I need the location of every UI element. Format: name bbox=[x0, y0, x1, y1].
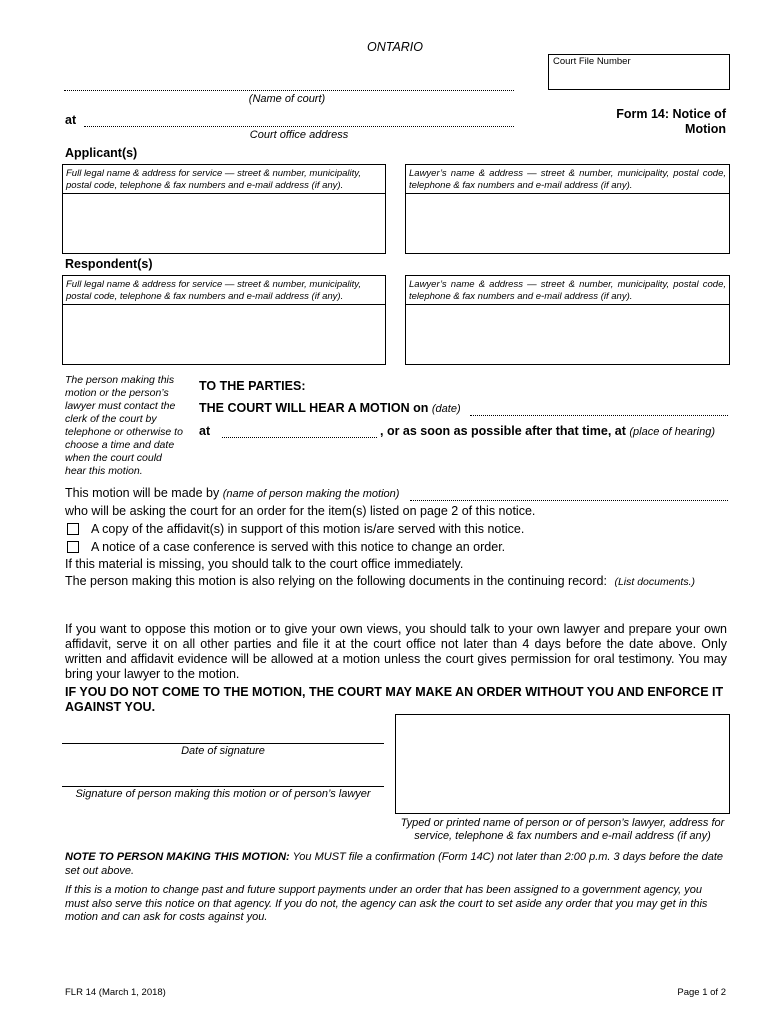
relying-text: The person making this motion is also relying on the following documents in the continuing record: bbox=[65, 574, 607, 588]
form-title-line1: Form 14: Notice of bbox=[616, 107, 726, 121]
form-title bbox=[560, 107, 726, 137]
at-label: at bbox=[65, 113, 77, 127]
applicant-lawyer-label: Lawyer’s name & address — street & number, municipality, postal code, telephone & fax numbers and e-mail address (if any). bbox=[406, 165, 729, 194]
case-conference-checkbox[interactable] bbox=[67, 541, 79, 553]
warning-text: IF YOU DO NOT COME TO THE MOTION, THE COURT MAY MAKE AN ORDER WITHOUT YOU AND ENFORCE IT AGAINST YOU. bbox=[65, 685, 724, 714]
date-of-signature-label: Date of signature bbox=[181, 745, 265, 757]
signature-line[interactable] bbox=[62, 786, 384, 787]
applicant-lawyer-box[interactable] bbox=[405, 164, 730, 254]
name-of-court-line[interactable] bbox=[64, 84, 514, 91]
court-will-hear-text: THE COURT WILL HEAR A MOTION on bbox=[199, 401, 429, 415]
place-hint: (place of hearing) bbox=[629, 426, 715, 438]
court-office-address-label: Court office address bbox=[249, 129, 349, 141]
respondent-party-box[interactable] bbox=[62, 275, 386, 365]
court-file-number-label: Court File Number bbox=[553, 56, 631, 67]
note-paragraph bbox=[65, 851, 727, 878]
date-of-signature-line[interactable] bbox=[62, 743, 384, 744]
page-number: Page 1 of 2 bbox=[677, 987, 726, 998]
checkbox2-label: A notice of a case conference is served with this notice to change an order. bbox=[91, 540, 506, 554]
relying-row bbox=[65, 574, 695, 590]
form-id: FLR 14 (March 1, 2018) bbox=[65, 987, 166, 998]
hearing-date-field[interactable] bbox=[470, 408, 728, 416]
applicant-party-box[interactable] bbox=[62, 164, 386, 254]
signature-label: Signature of person making this motion or of person’s lawyer bbox=[75, 788, 371, 800]
made-by-hint: (name of person making the motion) bbox=[222, 488, 400, 500]
checkbox1-label: A copy of the affidavit(s) in support of this motion is/are served with this notice. bbox=[91, 522, 525, 536]
affidavit-checkbox[interactable] bbox=[67, 523, 79, 535]
made-by-text: This motion will be made by bbox=[65, 486, 220, 500]
applicants-heading: Applicant(s) bbox=[65, 146, 138, 160]
hearing-place-row bbox=[380, 424, 715, 440]
court-office-address-line[interactable] bbox=[84, 120, 514, 127]
typed-name-box[interactable] bbox=[395, 714, 730, 814]
to-parties-heading: TO THE PARTIES: bbox=[199, 379, 306, 393]
asking-text: who will be asking the court for an order for the item(s) listed on page 2 of this notice. bbox=[65, 504, 536, 518]
made-by-row bbox=[65, 486, 399, 502]
respondent-lawyer-label: Lawyer’s name & address — street & number, municipality, postal code, telephone & fax numbers and e-mail address (if any). bbox=[406, 276, 729, 305]
hearing-time-field[interactable] bbox=[222, 430, 377, 438]
list-docs-hint: (List documents.) bbox=[614, 576, 695, 588]
form-title-line2: Motion bbox=[685, 122, 726, 136]
typed-name-label: Typed or printed name of person or of person’s lawyer, address for service, telephone & fax numbers and e-mail address (if any) bbox=[400, 817, 725, 842]
name-of-court-label: (Name of court) bbox=[248, 93, 326, 105]
support-paragraph: If this is a motion to change past and future support payments under an order that has been assigned to a government agency, you must also serve this notice on that agency. If you do not, the agency can ask the court to set aside any order that you may get in this motion and can ask for costs against you. bbox=[65, 884, 708, 923]
missing-text: If this material is missing, you should talk to the court office immediately. bbox=[65, 557, 464, 571]
asap-text: , or as soon as possible after that time, at bbox=[380, 424, 626, 438]
date-hint: (date) bbox=[431, 403, 461, 415]
made-by-field[interactable] bbox=[410, 494, 728, 501]
hearing-date-row bbox=[199, 401, 461, 417]
respondent-party-label: Full legal name & address for service — street & number, municipality, postal code, telephone & fax numbers and e-mail address (if any). bbox=[63, 276, 385, 305]
respondents-heading: Respondent(s) bbox=[65, 257, 153, 271]
note-text: You MUST file a confirmation (Form 14C) not later than 2:00 p.m. 3 days before the date set out above. bbox=[65, 851, 723, 877]
side-note: The person making this motion or the person’s lawyer must contact the clerk of the court by telephone or otherwise to choose a time and date when the court could hear this motion. bbox=[65, 374, 183, 477]
province-title: ONTARIO bbox=[366, 40, 424, 54]
respondent-lawyer-box[interactable] bbox=[405, 275, 730, 365]
hearing-at-label: at bbox=[199, 424, 211, 438]
oppose-paragraph: If you want to oppose this motion or to give your own views, you should talk to your own lawyer and prepare your own affidavit, serve it on all other parties and file it at the court office not later than 4 days before the date above. Only written and affidavit evidence will be allowed at a motion unless the court gives permission for oral testimony. You may bring your lawyer to the motion. bbox=[65, 622, 727, 681]
applicant-party-label: Full legal name & address for service — street & number, municipality, postal code, telephone & fax numbers and e-mail address (if any). bbox=[63, 165, 385, 194]
court-file-number-box[interactable] bbox=[548, 54, 730, 90]
note-heading: NOTE TO PERSON MAKING THIS MOTION: bbox=[65, 851, 290, 863]
